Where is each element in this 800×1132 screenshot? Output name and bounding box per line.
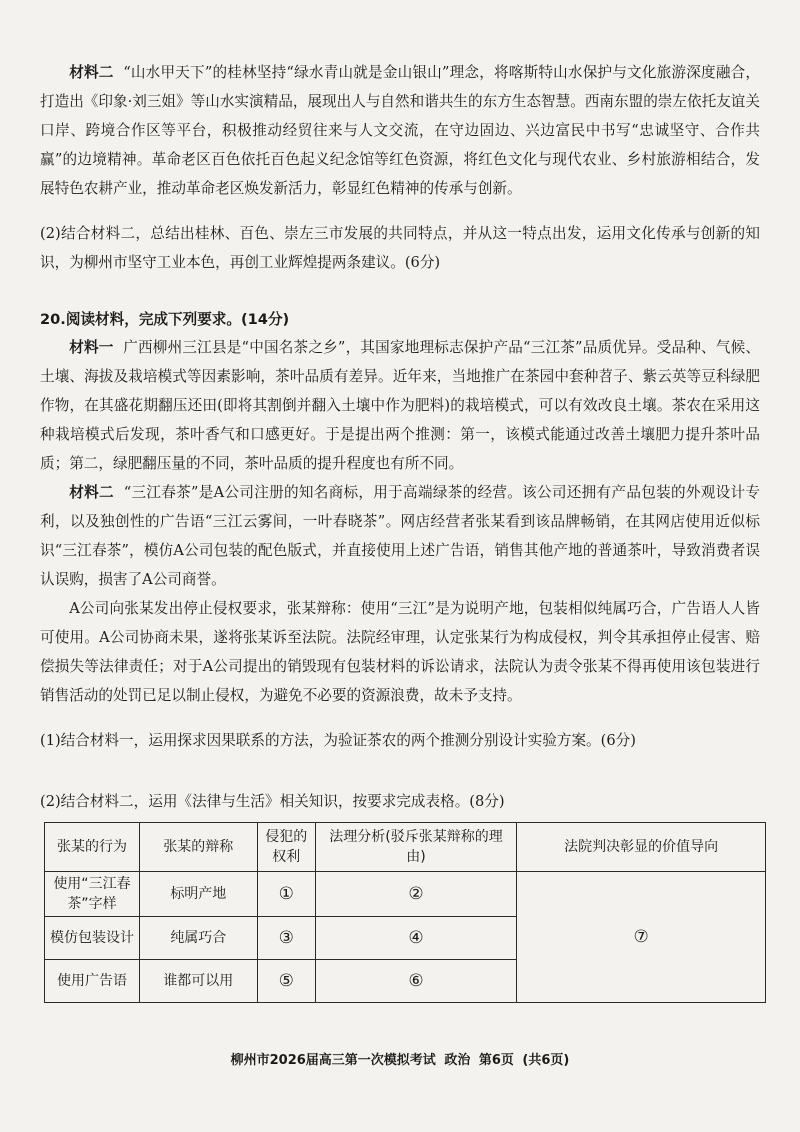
table-header-cell: 法院判决彰显的价值导向 xyxy=(517,823,766,872)
answer-blank: ③ xyxy=(257,917,315,960)
q20-material-one xyxy=(40,333,760,478)
question-20-title: 20.阅读材料，完成下列要求。(14分) xyxy=(40,311,290,328)
answer-blank: ⑥ xyxy=(315,960,517,1003)
answer-blank: ② xyxy=(315,872,517,917)
q20-material-two xyxy=(40,478,760,594)
q20-material-two-continued: A公司向张某发出停止侵权要求，张某辩称：使用“三江”是为说明产地，包装相似纯属巧合，广告语人人皆可使用。A公司协商未果，遂将张某诉至法院。法院经审理，认定张某行为构成侵权，判令其承担停止侵害、赔偿损失等法律责任；对于A公司提出的销毁现有包装材料的诉讼请求，法院认为责令张某不得再使用该包装进行销售活动的处罚已足以制止侵权，为避免不必要的资源浪费，故未予支持。 xyxy=(40,600,760,704)
question-19-2: (2)结合材料二，总结出桂林、百色、崇左三市发展的共同特点，并从这一特点出发，运用文化传承与创新的知识，为柳州市坚守工业本色，再创工业辉煌提两条建议。(6分) xyxy=(40,225,760,271)
material-text: 广西柳州三江县是“中国名茶之乡”，其国家地理标志保护产品“三江茶”品质优异。受品种、气候、土壤、海拔及栽培模式等因素影响，茶叶品质有差异。近年来，当地推广在茶园中套种苕子、紫云英等豆科绿肥作物，在其盛花期翻压还田(即将其割倒并翻入土壤中作为肥料)的栽培模式，可以有效改良土壤。茶农在采用这种栽培模式后发现，茶叶香气和口感更好。于是提出两个推测：第一，该模式能通过改善土壤肥力提升茶叶品质；第二，绿肥翻压量的不同，茶叶品质的提升程度也有所不同。 xyxy=(40,339,760,472)
material-text: “三江春茶”是A公司注册的知名商标，用于高端绿茶的经营。该公司还拥有产品包装的外观设计专利，以及独创性的广告语“三江云雾间，一叶春晓茶”。网店经营者张某看到该品牌畅销，在其网店使用近似标识“三江春茶”，模仿A公司包装的配色版式，并直接使用上述广告语，销售其他产地的普通茶叶，导致消费者误认误购，损害了A公司商誉。 xyxy=(40,484,760,588)
material-label: 材料二 xyxy=(69,64,114,81)
table-row xyxy=(45,872,766,917)
table-cell: 使用“三江春茶”字样 xyxy=(45,872,140,917)
table-header-cell: 张某的辩称 xyxy=(139,823,257,872)
question-20-1: (1)结合材料一，运用探求因果联系的方法，为验证茶农的两个推测分别设计实验方案。(6分) xyxy=(40,732,636,749)
table-header-row xyxy=(45,823,766,872)
question-20-2: (2)结合材料二，运用《法律与生活》相关知识，按要求完成表格。(8分) xyxy=(40,793,505,810)
material-two-paragraph xyxy=(40,58,760,203)
material-label: 材料二 xyxy=(69,484,114,501)
table-cell: 标明产地 xyxy=(139,872,257,917)
table-header-cell: 法理分析(驳斥张某辩称的理由) xyxy=(315,823,517,872)
answer-blank: ① xyxy=(257,872,315,917)
answer-blank-merged: ⑦ xyxy=(517,872,766,1003)
table-cell: 纯属巧合 xyxy=(139,917,257,960)
answer-blank: ⑤ xyxy=(257,960,315,1003)
table-cell: 使用广告语 xyxy=(45,960,140,1003)
material-text: “山水甲天下”的桂林坚持“绿水青山就是金山银山”理念，将喀斯特山水保护与文化旅游深度融合，打造出《印象·刘三姐》等山水实演精品，展现出人与自然和谐共生的东方生态智慧。西南东盟的崇左依托友谊关口岸、跨境合作区等平台，积极推动经贸往来与人文交流，在守边固边、兴边富民中书写“忠诚坚守、合作共赢”的边境精神。革命老区百色依托百色起义纪念馆等红色资源，将红色文化与现代农业、乡村旅游相结合，发展特色农耕产业，推动革命老区焕发新活力，彰显红色精神的传承与创新。 xyxy=(40,64,760,197)
table-header-cell: 张某的行为 xyxy=(45,823,140,872)
page-footer: 柳州市2026届高三第一次模拟考试 政治 第6页 (共6页) xyxy=(230,1053,570,1068)
table-header-cell: 侵犯的权利 xyxy=(257,823,315,872)
table-cell: 模仿包装设计 xyxy=(45,917,140,960)
table-cell: 谁都可以用 xyxy=(139,960,257,1003)
answer-table xyxy=(44,822,766,1003)
answer-blank: ④ xyxy=(315,917,517,960)
material-label: 材料一 xyxy=(69,339,114,356)
